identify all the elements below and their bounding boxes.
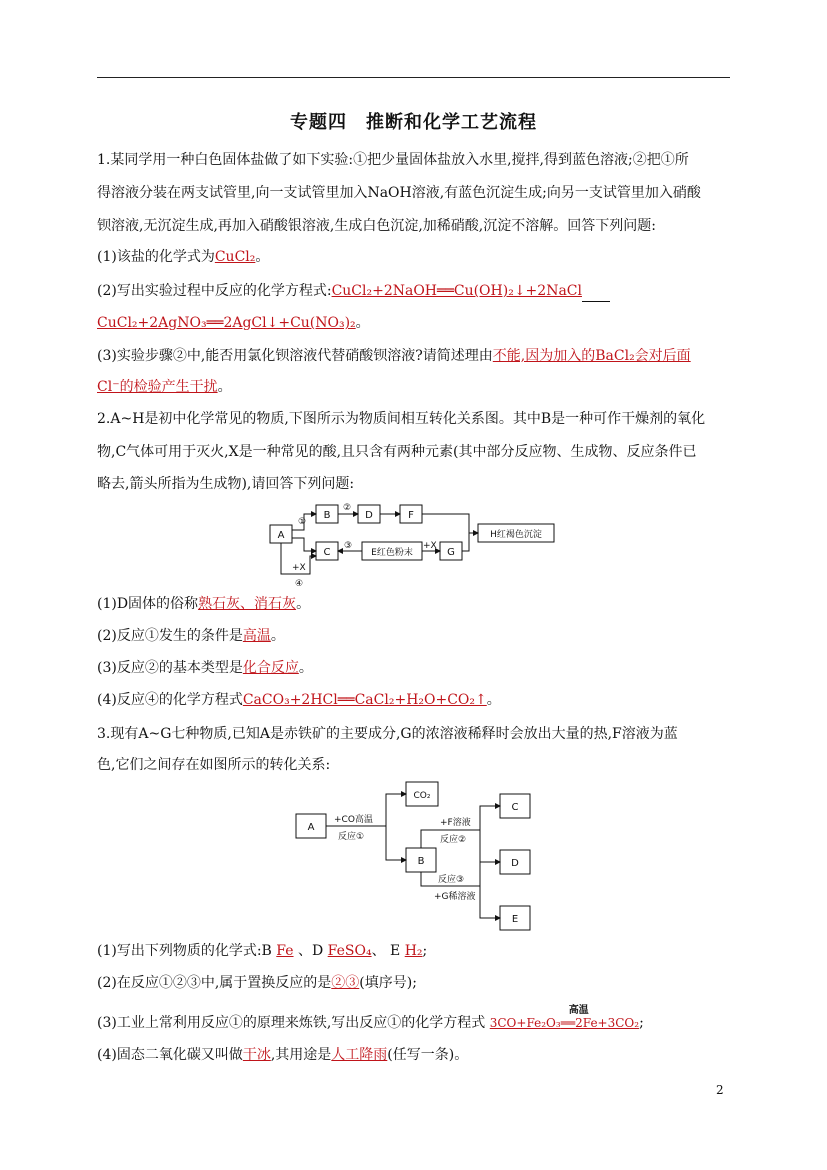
q3-part4-mid: ,其用途是 [270, 1047, 332, 1063]
q3-stem-line-1: 3.现有A~G七种物质,已知A是赤铁矿的主要成分,G的浓溶液稀释时会放出大量的热,F溶液为蓝 [97, 726, 678, 742]
q2-part4-answer: CaCO₃+2HCl══CaCl₂+H₂O+CO₂↑ [242, 692, 487, 708]
q2-stem-line-1: 2.A~H是初中化学常见的物质,下图所示为物质间相互转化关系图。其中B是一种可作干燥剂的氧化 [97, 411, 706, 427]
q2-label-g: G [447, 547, 455, 558]
q2-part2 [97, 626, 737, 646]
q3-part3-prompt: (3)工业上常利用反应①的原理来炼铁,写出反应①的化学方程式 [97, 1015, 486, 1031]
q2-reaction-3: ③ [344, 541, 353, 551]
q2-plus-x-eg: +X [423, 541, 437, 551]
q1-part3 [97, 346, 737, 366]
q2-part2-end: 。 [270, 628, 285, 644]
q3-part3-condition: 高温 [568, 1005, 589, 1016]
q1-stem-line-3: 钡溶液,无沉淀生成,再加入硝酸银溶液,生成白色沉淀,加稀硝酸,沉淀不溶解。回答下列问题: [97, 218, 656, 234]
q2-part2-answer: 高温 [242, 628, 271, 644]
q3-part1-end: ; [422, 943, 428, 959]
q3-part1-answer-e: H₂ [404, 943, 423, 959]
q2-label-c: C [323, 547, 331, 558]
q1-part1-prompt: (1)该盐的化学式为 [97, 249, 215, 265]
q2-label-a: A [277, 530, 285, 541]
answer-blank [582, 281, 610, 302]
q3-part1-answer-b: Fe [276, 943, 294, 959]
q2-part1 [97, 594, 737, 614]
page-number: 2 [716, 1083, 724, 1097]
q1-stem-line-2: 得溶液分装在两支试管里,向一支试管里加入NaOH溶液,有蓝色沉淀生成;向另一支试管里加入硝酸 [97, 185, 701, 201]
q2-label-f: F [408, 510, 414, 521]
q2-reaction-2: ② [343, 503, 352, 513]
q3-reaction-1: 反应① [338, 832, 365, 842]
q1-part2-answer-1: CuCl₂+2NaOH══Cu(OH)₂↓+2NaCl [331, 283, 582, 299]
q2-label-e: E红色粉末 [371, 548, 413, 558]
q1-part2 [97, 281, 737, 302]
q3-part1-sep-2: 、 E [371, 943, 401, 959]
q1-part3-answer-2: Cl⁻的检验产生干扰 [97, 379, 218, 395]
q1-part2-prompt: (2)写出实验过程中反应的化学方程式: [97, 283, 332, 299]
q2-part3-answer: 化合反应 [242, 660, 299, 676]
q1-part1-answer: CuCl₂ [214, 249, 256, 265]
q1-part2-cont [97, 313, 737, 333]
q3-stem-line-2: 色,它们之间存在如图所示的转化关系: [97, 757, 331, 773]
q1-part2-answer-2: CuCl₂+2AgNO₃══2AgCl↓+Cu(NO₃)₂ [97, 315, 356, 331]
q3-cond-2: +F溶液 [440, 818, 471, 828]
q3-reaction-3: 反应③ [438, 875, 465, 885]
q3-cond-3: +G稀溶液 [434, 892, 476, 902]
q3-part4-answer-2: 人工降雨 [331, 1047, 388, 1063]
q2-stem-line-2: 物,C气体可用于灭火,X是一种常见的酸,且只含有两种元素(其中部分反应物、生成物、反应条件已 [97, 444, 697, 460]
q2-part2-prompt: (2)反应①发生的条件是 [97, 628, 243, 644]
q2-part3-prompt: (3)反应②的基本类型是 [97, 660, 243, 676]
q3-part1 [97, 941, 737, 961]
q1-part3-prompt: (3)实验步骤②中,能否用氯化钡溶液代替硝酸钡溶液?请简述理由 [97, 348, 493, 364]
q3-part4-end: (任写一条)。 [387, 1047, 469, 1063]
q1-part3-end: 。 [217, 379, 232, 395]
q2-part3-end: 。 [298, 660, 313, 676]
q3-label-d: D [511, 858, 519, 869]
q2-part1-answer: 熟石灰、消石灰 [198, 596, 297, 612]
q3-cond-1: +CO高温 [334, 815, 373, 825]
q2-label-d: D [365, 510, 373, 521]
q2-stem-line-3: 略去,箭头所指为生成物),请回答下列问题: [97, 476, 355, 492]
q3-part3-answer-left: 3CO+Fe₂O₃ [489, 1016, 561, 1030]
q2-part3 [97, 658, 737, 678]
q1-part1-end: 。 [255, 249, 270, 265]
q3-label-c: C [511, 802, 519, 813]
q3-part2-end: (填序号); [359, 975, 417, 991]
q1-stem-line-1: 1.某同学用一种白色固体盐做了如下实验:①把少量固体盐放入水里,搅拌,得到蓝色溶液;②把①所 [97, 152, 689, 168]
q2-part4-prompt: (4)反应④的化学方程式 [97, 692, 243, 708]
q2-plus-x-ac: +X [292, 563, 306, 573]
q3-part2 [97, 973, 737, 993]
q3-part2-prompt: (2)在反应①②③中,属于置换反应的是 [97, 975, 332, 991]
q3-part3 [97, 1005, 737, 1033]
q3-part4 [97, 1045, 737, 1065]
q3-label-a: A [307, 822, 315, 833]
q3-relation-diagram [292, 778, 542, 936]
q2-reaction-4: ④ [295, 579, 304, 589]
q1-part2-end: 。 [355, 315, 370, 331]
q2-part4 [97, 690, 737, 710]
q2-part1-prompt: (1)D固体的俗称 [97, 596, 199, 612]
q2-label-b: B [323, 510, 331, 521]
q1-part3-cont [97, 377, 737, 397]
q3-part3-answer-right: ══2Fe+3CO₂ [560, 1016, 640, 1030]
q1-part3-answer-1: 不能,因为加入的BaCl₂会对后面 [492, 348, 691, 364]
q3-part1-answer-d: FeSO₄ [327, 943, 372, 959]
q3-label-e: E [511, 914, 519, 925]
q3-part1-sep-1: 、D [297, 943, 324, 959]
q3-part3-end: ; [639, 1015, 644, 1031]
q3-part4-answer-1: 干冰 [242, 1047, 271, 1063]
q3-reaction-2: 反应② [440, 835, 467, 845]
q2-label-h: H红褐色沉淀 [490, 530, 542, 540]
q3-part2-answer: ②③ [331, 975, 360, 991]
q2-relation-diagram [262, 500, 562, 590]
q3-part4-prompt: (4)固态二氧化碳又叫做 [97, 1047, 243, 1063]
q3-part1-prompt: (1)写出下列物质的化学式:B [97, 943, 272, 959]
header-rule [97, 77, 730, 78]
q3-label-co2: CO₂ [413, 791, 431, 801]
page-title: 专题四 推断和化学工艺流程 [290, 112, 537, 133]
q1-part1 [97, 247, 737, 267]
q2-reaction-1: ① [298, 517, 307, 527]
q2-part4-end: 。 [486, 692, 501, 708]
q2-part1-end: 。 [296, 596, 311, 612]
q3-label-b: B [417, 856, 425, 867]
